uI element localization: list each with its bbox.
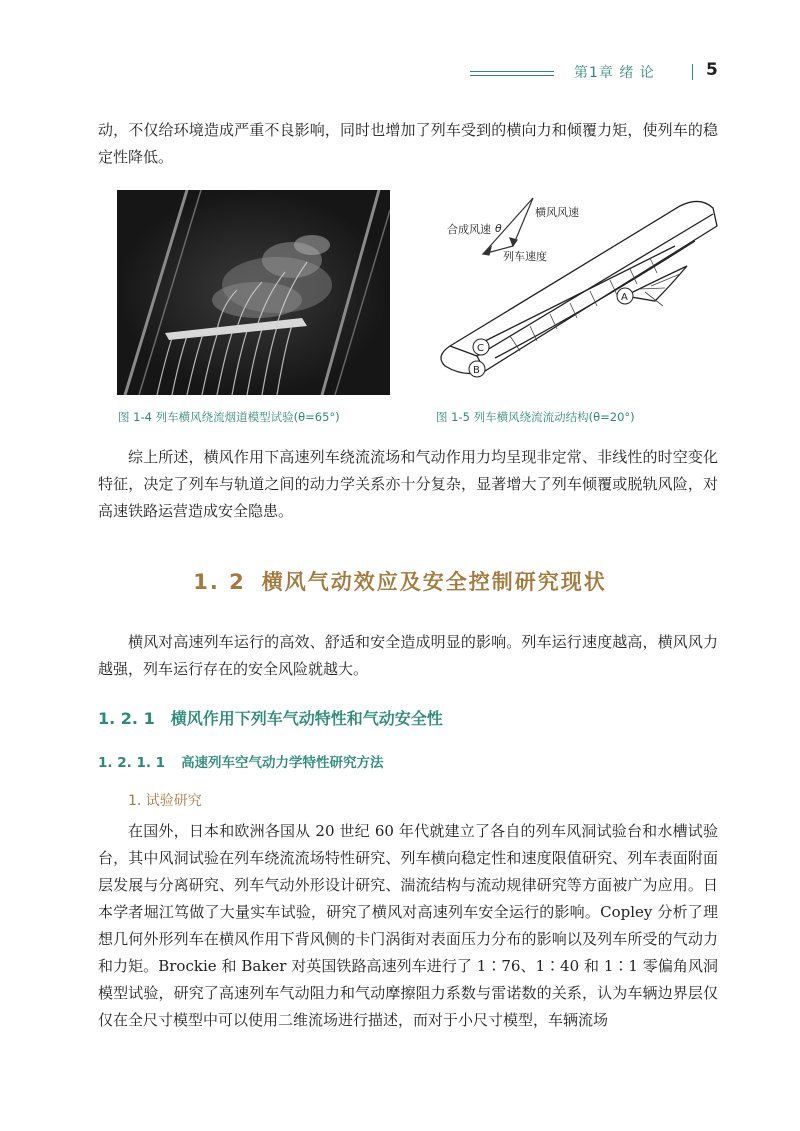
- marker-c: C: [477, 343, 484, 354]
- chapter-title: 第1章 绪 论: [574, 65, 655, 81]
- subsection-number: 1. 2. 1: [98, 709, 155, 728]
- header-rule: [470, 75, 554, 76]
- figure-1-4-caption: 图 1-4 列车横风绕流烟道模型试验(θ=65°): [118, 410, 340, 424]
- subsubsection-title: 高速列车空气动力学特性研究方法: [181, 755, 384, 771]
- theta-label: θ: [495, 222, 502, 235]
- section-title: 横风气动效应及安全控制研究现状: [261, 570, 607, 594]
- header-divider: [692, 64, 693, 80]
- paragraph-section-intro: 横风对高速列车运行的高效、舒适和安全造成明显的影响。列车运行速度越高，横风风力越强，列车运行存在的安全风险就越大。: [98, 633, 718, 678]
- subsection-title: 横风作用下列车气动特性和气动安全性: [170, 709, 443, 728]
- marker-a: A: [621, 292, 628, 303]
- figure-flow-structure-diagram: [425, 186, 720, 396]
- crosswind-label: 横风风速: [535, 206, 579, 219]
- section-heading: [0, 566, 800, 596]
- page-number: 5: [706, 60, 718, 80]
- subsubsection-number: 1. 2. 1. 1: [98, 755, 166, 771]
- marker-b: B: [473, 365, 480, 376]
- subsection-heading: [98, 706, 443, 729]
- subsubsection-heading: [98, 751, 384, 771]
- paragraph-summary: 综上所述，横风作用下高速列车绕流流场和气动作用力均呈现非定常、非线性的时空变化特征，决定了列车与轨道之间的动力学关系亦十分复杂，显著增大了列车倾覆或脱轨风险，对高速铁路运营造成安全隐患。: [98, 448, 718, 520]
- paragraph-body: 在国外，日本和欧洲各国从 20 世纪 60 年代就建立了各自的列车风洞试验台和水槽试验台，其中风洞试验在列车绕流流场特性研究、列车横向稳定性和速度限值研究、列车表面附面层发展与分离研究、列车气动外形设计研究、湍流结构与流动规律研究等方面被广为应用。日本学者堀江笃做了大量实车试验，研究了横风对高速列车安全运行的影响。Copley 分析了理想几何外形列车在横风作用下背风侧的卡门涡街对表面压力分布的影响以及列车所受的气动力和力矩。Brockie 和 Baker 对英国铁路高速列车进行了 1∶76、1∶40 和 1∶1 零偏角风洞模型试验，研究了高速列车气动阻力和气动摩擦阻力系数与雷诺数的关系，认为车辆边界层仅仅在全尺寸模型中可以使用二维流场进行描述，而对于小尺寸模型，车辆流场: [98, 822, 718, 1029]
- paragraph-continuation: 动，不仅给环境造成严重不良影响，同时也增加了列车受到的横向力和倾覆力矩，使列车的稳定性降低。: [98, 121, 718, 166]
- flow-structure-graphic: [425, 186, 720, 396]
- running-header: [470, 62, 730, 84]
- section-number: 1. 2: [193, 570, 246, 594]
- smoke-photo-graphic: [117, 190, 390, 395]
- item-heading: 1. 试验研究: [128, 793, 202, 809]
- header-rule: [470, 71, 554, 72]
- resultant-label: 合成风速: [447, 223, 491, 236]
- train-speed-label: 列车速度: [503, 250, 547, 263]
- figure-smoke-tunnel-photo: [117, 190, 390, 395]
- figure-1-5-caption: 图 1-5 列车横风绕流流动结构(θ=20°): [436, 410, 635, 424]
